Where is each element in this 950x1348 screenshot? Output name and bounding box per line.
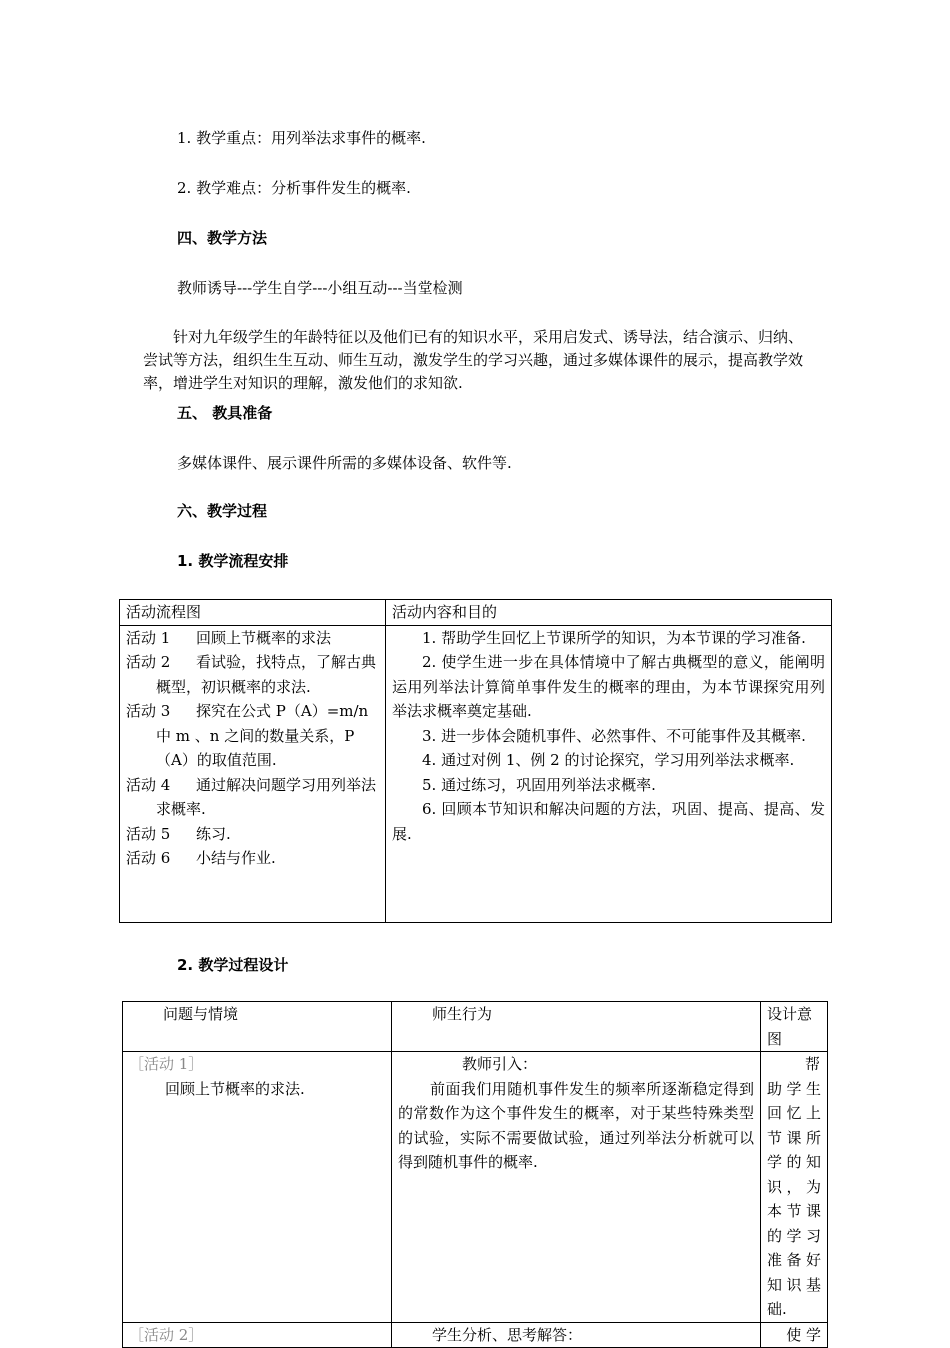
- section-4-heading: 四、教学方法: [177, 229, 268, 247]
- method-paragraph: 针对九年级学生的年龄特征以及他们已有的知识水平，采用启发式、诱导法，结合演示、归纳、尝试等方法，组织生生互动、师生互动，激发学生的学习兴趣，通过多媒体课件的展示，提高教学效率，增进学生对知识的理解，激发他们的求知欲.: [143, 328, 804, 392]
- goal-item: 1. 帮助学生回忆上节课所学的知识，为本节课的学习准备.: [422, 628, 806, 647]
- activity-list: [120, 625, 386, 922]
- design-header-situation: 问题与情境: [123, 1002, 392, 1052]
- flow-header-goals: 活动内容和目的: [386, 600, 832, 626]
- flow-table: [119, 599, 832, 923]
- design-row-2-situation: ［活动 2］: [123, 1322, 392, 1348]
- difficulty-point: 2. 教学难点：分析事件发生的概率.: [177, 179, 411, 197]
- activity-item: 活动 6 小结与作业.: [126, 849, 276, 867]
- teaching-method: 教师诱导---学生自学---小组互动---当堂检测: [177, 279, 463, 297]
- goal-item: 6. 回顾本节知识和解决问题的方法，巩固、提高、提高、发展.: [392, 800, 825, 843]
- activity-item: 活动 5 练习.: [126, 824, 231, 843]
- activity-item: 活动 1 回顾上节概率的求法: [126, 628, 332, 647]
- design-row-1-action: [392, 1052, 761, 1323]
- subsection-1-heading: 1. 教学流程安排: [177, 552, 289, 570]
- design-row-2-action: 学生分析、思考解答：: [392, 1322, 761, 1348]
- goal-item: 5. 通过练习，巩固用列举法求概率.: [422, 775, 656, 794]
- flow-header-chart: 活动流程图: [120, 600, 386, 626]
- activity-item: 活动 4 通过解决问题学习用列举法求概率.: [126, 775, 377, 818]
- activity-tag: ［活动 1］: [129, 1055, 204, 1073]
- activity-item: 活动 3 探究在公式 P（A）=m/n 中 m 、n 之间的数量关系，P（A）的取值范围.: [126, 702, 369, 769]
- design-header-intent: 设计意图: [761, 1002, 828, 1052]
- goal-item: 4. 通过对例 1、例 2 的讨论探究，学习用列举法求概率.: [422, 751, 795, 769]
- situation-text: 回顾上节概率的求法.: [165, 1079, 305, 1098]
- goal-item: 3. 进一步体会随机事件、必然事件、不可能事件及其概率.: [422, 726, 806, 745]
- design-table: [122, 1001, 828, 1348]
- goal-list: [386, 625, 832, 922]
- section-5-heading: 五、 教具准备: [177, 404, 273, 422]
- design-row-1-situation: [123, 1052, 392, 1323]
- design-row-2-intent: 使 学: [761, 1322, 828, 1348]
- goal-item: 2. 使学生进一步在具体情境中了解古典概型的意义，能阐明运用列举法计算简单事件发生的概率的理由，为本节课探究用列举法求概率奠定基础.: [392, 653, 825, 720]
- activity-item: 活动 2 看试验，找特点，了解古典概型，初识概率的求法.: [126, 653, 377, 696]
- subsection-2-heading: 2. 教学过程设计: [177, 956, 289, 974]
- key-point: 1. 教学重点：用列举法求事件的概率.: [177, 129, 426, 147]
- action-title: 教师引入：: [462, 1055, 538, 1073]
- design-header-action: 师生行为: [392, 1002, 761, 1052]
- action-text: 前面我们用随机事件发生的频率所逐渐稳定得到的常数作为这个事件发生的概率，对于某些特殊类型的试验，实际不需要做试验，通过列举法分析就可以得到随机事件的概率.: [398, 1079, 754, 1171]
- section-6-heading: 六、教学过程: [177, 502, 268, 520]
- equipment-text: 多媒体课件、展示课件所需的多媒体设备、软件等.: [177, 454, 512, 472]
- design-row-1-intent: 帮助学生回忆上节课所学的知识，为本节课的学习准备好知识基础.: [761, 1052, 828, 1323]
